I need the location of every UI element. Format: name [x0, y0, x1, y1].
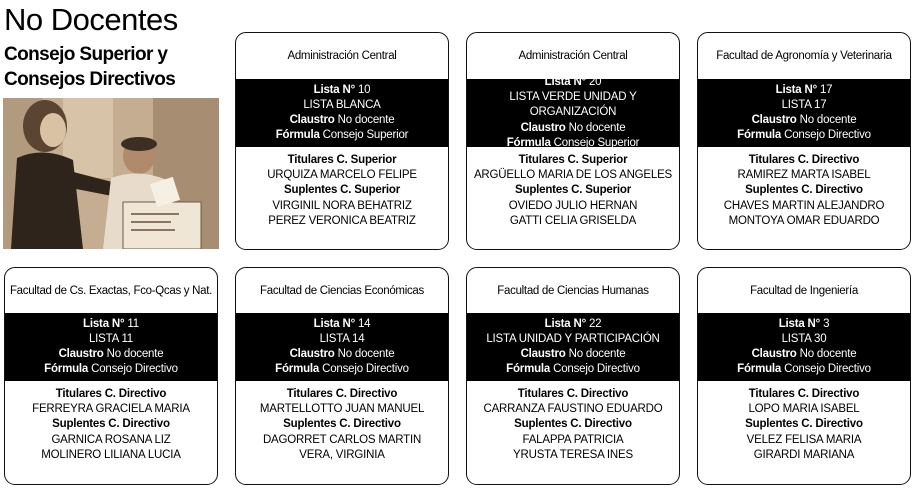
formula-label: Fórmula	[506, 136, 551, 149]
lista-name: LISTA VERDE UNIDAD Y ORGANIZACIÓN	[509, 91, 637, 119]
card-heading: Facultad de Ingeniería	[750, 284, 858, 297]
lista-name: LISTA 14	[319, 332, 365, 345]
card-heading: Facultad de Ciencias Humanas	[497, 284, 649, 297]
titulares-label: Titulares C. Directivo	[748, 154, 860, 166]
titular-name: ARGÜELLO MARIA DE LOS ANGELES	[473, 169, 673, 182]
lista-number: 14	[357, 317, 371, 330]
formula-value: Consejo Directivo	[91, 363, 178, 376]
card-heading: Facultad de Cs. Exactas, Fco-Qcas y Nat.	[9, 284, 213, 297]
titulares-label: Titulares C. Superior	[518, 154, 628, 166]
lista-number: 20	[588, 76, 602, 88]
suplentes-label: Suplentes C. Directivo	[514, 418, 632, 431]
formula-label: Fórmula	[275, 363, 320, 376]
claustro-label: Claustro	[289, 348, 335, 360]
page-subtitle	[4, 42, 175, 92]
claustro-label: Claustro	[58, 348, 104, 360]
suplente-name: MOLINERO LILIANA LUCIA	[41, 448, 181, 461]
suplente-name: FALAPPA PATRICIA	[522, 433, 624, 446]
formula-label: Fórmula	[275, 129, 320, 142]
lista-number: 10	[357, 83, 371, 96]
ballot-card	[466, 267, 680, 485]
suplentes-label: Suplentes C. Directivo	[283, 418, 401, 431]
card-candidates	[698, 147, 910, 229]
claustro-value: No docente	[568, 348, 626, 360]
suplentes-label: Suplentes C. Directivo	[745, 184, 863, 197]
claustro-value: No docente	[337, 348, 395, 360]
card-candidates	[467, 381, 679, 463]
card-list-info	[5, 313, 217, 381]
suplente-name: VIRGINIL NORA BEHATRIZ	[272, 199, 412, 212]
titulares-label: Titulares C. Directivo	[748, 388, 860, 400]
lista-number: 11	[127, 317, 139, 330]
claustro-label: Claustro	[751, 348, 797, 360]
lista-label: Lista N°	[775, 83, 817, 96]
card-candidates	[698, 381, 910, 463]
ballot-card	[466, 32, 680, 250]
formula-value: Consejo Directivo	[784, 363, 871, 376]
card-heading: Administración Central	[287, 50, 397, 62]
suplente-name: VELEZ FELISA MARIA	[746, 433, 862, 446]
claustro-value: No docente	[337, 114, 395, 126]
suplente-name: VERA, VIRGINIA	[299, 448, 385, 461]
formula-label: Fórmula	[737, 129, 782, 142]
lista-label: Lista N°	[313, 83, 355, 96]
lista-label: Lista N°	[544, 317, 586, 330]
titular-name: LOPO MARIA ISABEL	[748, 403, 860, 416]
card-list-info	[698, 79, 910, 147]
lista-name: LISTA BLANCA	[303, 98, 381, 111]
suplentes-label: Suplentes C. Superior	[515, 184, 631, 197]
ballot-card	[235, 267, 449, 485]
formula-label: Fórmula	[44, 363, 89, 376]
ballot-card	[697, 267, 911, 485]
card-list-info	[236, 79, 448, 147]
claustro-label: Claustro	[520, 121, 566, 134]
lista-name: LISTA 17	[781, 98, 827, 111]
card-candidates	[5, 381, 217, 463]
formula-value: Consejo Superior	[553, 136, 640, 149]
card-candidates	[236, 381, 448, 463]
titulares-label: Titulares C. Superior	[287, 154, 397, 166]
suplente-name: OVIEDO JULIO HERNAN	[508, 199, 638, 212]
titulares-label: Titulares C. Directivo	[55, 388, 167, 400]
card-list-info	[698, 313, 910, 381]
suplente-name: GARNICA ROSANA LIZ	[51, 433, 171, 446]
claustro-value: No docente	[106, 348, 164, 360]
card-list-info	[236, 313, 448, 381]
suplente-name: GATTI CELIA GRISELDA	[509, 214, 637, 227]
ballot-card	[4, 267, 218, 485]
card-heading: Facultad de Agronomía y Veterinaria	[716, 50, 892, 62]
lista-number: 17	[819, 83, 833, 96]
claustro-label: Claustro	[520, 348, 566, 360]
formula-value: Consejo Directivo	[784, 129, 871, 142]
titular-name: URQUIZA MARCELO FELIPE	[267, 169, 417, 182]
titular-name: CARRANZA FAUSTINO EDUARDO	[483, 403, 663, 416]
lista-label: Lista N°	[778, 317, 821, 330]
formula-value: Consejo Directivo	[322, 363, 409, 376]
card-candidates	[236, 147, 448, 229]
suplente-name: MONTOYA OMAR EDUARDO	[728, 214, 880, 227]
lista-name: LISTA 11	[88, 332, 133, 345]
card-list-info	[467, 76, 679, 149]
lista-label: Lista N°	[83, 317, 125, 330]
titulares-label: Titulares C. Directivo	[286, 388, 398, 400]
claustro-label: Claustro	[289, 114, 335, 126]
card-list-info	[467, 313, 679, 381]
titular-name: MARTELLOTTO JUAN MANUEL	[259, 403, 425, 416]
claustro-label: Claustro	[751, 114, 797, 126]
suplentes-label: Suplentes C. Directivo	[52, 418, 170, 431]
suplente-name: DAGORRET CARLOS MARTIN	[262, 433, 422, 446]
page-title: No Docentes	[4, 2, 178, 37]
ballot-card	[235, 32, 449, 250]
suplentes-label: Suplentes C. Directivo	[745, 418, 863, 431]
subtitle-line-1: Consejo Superior y	[4, 44, 168, 65]
suplentes-label: Suplentes C. Superior	[284, 184, 400, 197]
card-candidates	[467, 147, 679, 229]
titular-name: FERREYRA GRACIELA MARIA	[32, 403, 190, 416]
titulares-label: Titulares C. Directivo	[517, 388, 629, 400]
formula-label: Fórmula	[506, 363, 551, 376]
lista-number: 3	[823, 317, 830, 330]
subtitle-line-2: Consejos Directivos	[4, 69, 176, 90]
formula-label: Fórmula	[737, 363, 782, 376]
suplente-name: YRUSTA TERESA INES	[513, 448, 633, 461]
card-heading: Administración Central	[518, 50, 628, 62]
suplente-name: PEREZ VERONICA BEATRIZ	[268, 214, 416, 227]
formula-value: Consejo Superior	[322, 129, 409, 142]
claustro-value: No docente	[799, 348, 857, 360]
suplente-name: CHAVES MARTIN ALEJANDRO	[723, 199, 885, 212]
claustro-value: No docente	[568, 121, 626, 134]
card-heading: Facultad de Ciencias Económicas	[260, 284, 424, 297]
voting-photo	[3, 98, 219, 249]
lista-label: Lista N°	[544, 76, 586, 88]
formula-value: Consejo Directivo	[553, 363, 640, 376]
ballot-card	[697, 32, 911, 250]
suplente-name: GIRARDI MARIANA	[753, 448, 855, 461]
lista-name: LISTA UNIDAD Y PARTICIPACIÓN	[486, 332, 660, 345]
lista-number: 22	[588, 317, 602, 330]
lista-label: Lista N°	[313, 317, 355, 330]
titular-name: RAMIREZ MARTA ISABEL	[737, 169, 871, 182]
claustro-value: No docente	[799, 114, 857, 126]
lista-name: LISTA 30	[781, 332, 827, 345]
